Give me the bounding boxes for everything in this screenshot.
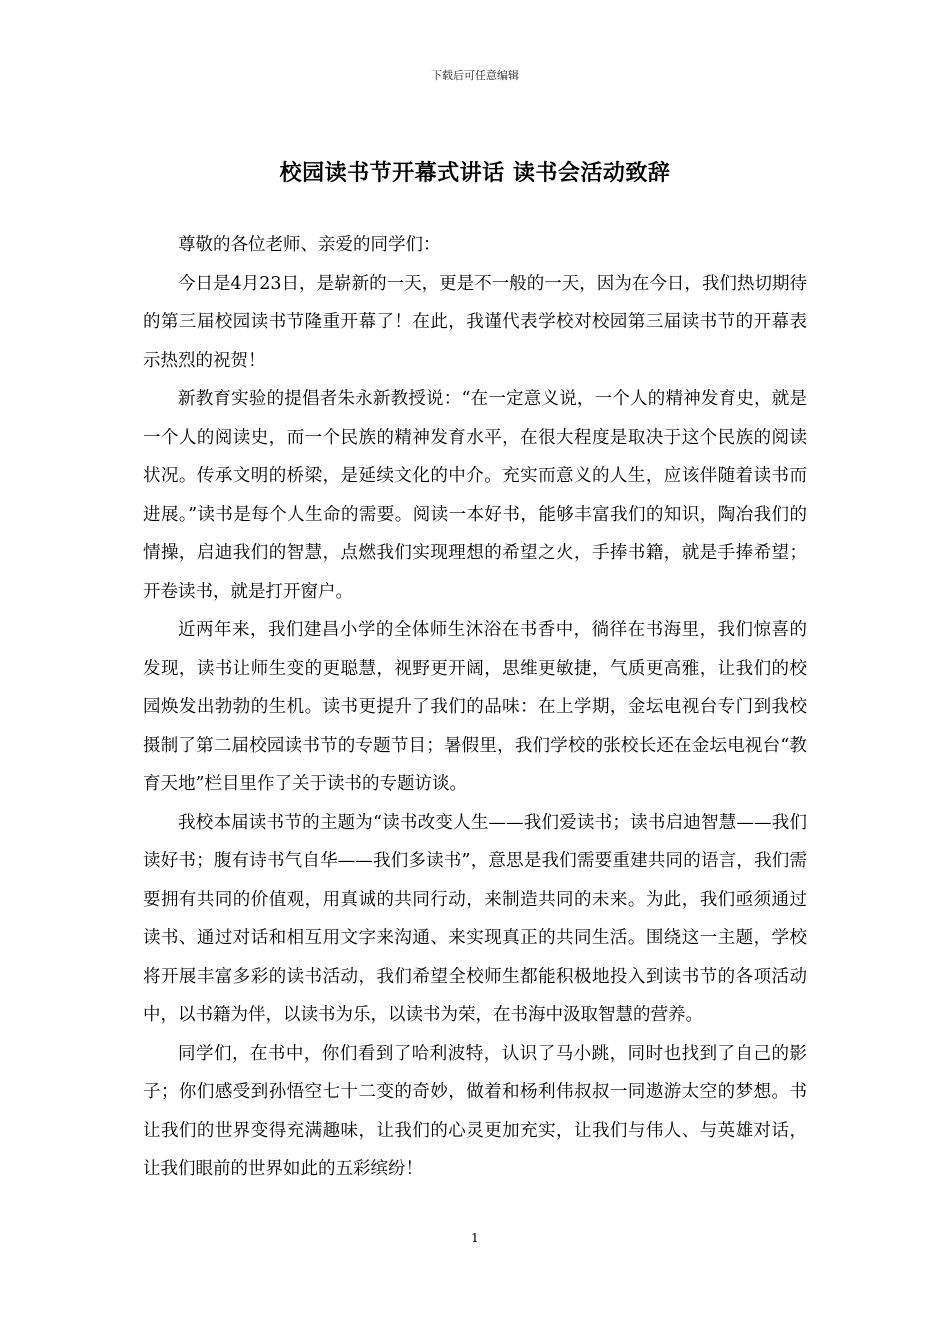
body-paragraph: 同学们，在书中，你们看到了哈利波特，认识了马小跳，同时也找到了自己的影子；你们感受到孙悟空七十二变的奇妙，做着和杨利伟叔叔一同遨游太空的梦想。书让我们的世界变得充满趣味，让我们的心灵更加充实，让我们与伟人、与英雄对话，让我们眼前的世界如此的五彩缤纷！ — [143, 1043, 807, 1179]
page-number: 1 — [471, 1231, 479, 1245]
document-body — [143, 226, 807, 1189]
salutation-paragraph: 尊敬的各位老师、亲爱的同学们： — [178, 235, 441, 255]
body-paragraph: 近两年来，我们建昌小学的全体师生沐浴在书香中，徜徉在书海里，我们惊喜的发现，读书让师生变的更聪慧，视野更开阔，思维更敏捷，气质更高雅，让我们的校园焕发出勃勃的生机。读书更提升了我们的品味：在上学期，金坛电视台专门到我校摄制了第二届校园读书节的专题节目；暑假里，我们学校的张校长还在金坛电视台“教育天地”栏目里作了关于读书的专题访谈。 — [143, 620, 807, 794]
document-title: 校园读书节开幕式讲话 读书会活动致辞 — [279, 160, 671, 186]
body-paragraph: 新教育实验的提倡者朱永新教授说：“在一定意义说，一个人的精神发育史，就是一个人的阅读史，而一个民族的精神发育水平，在很大程度是取决于这个民族的阅读状况。传承文明的桥梁，是延续文化的中介。充实而意义的人生，应该伴随着读书而进展。”读书是每个人生命的需要。阅读一本好书，能够丰富我们的知识，陶冶我们的情操，启迪我们的智慧，点燃我们实现理想的希望之火，手捧书籍，就是手捧希望；开卷读书，就是打开窗户。 — [143, 389, 807, 602]
body-paragraph: 我校本届读书节的主题为“读书改变人生——我们爱读书；读书启迪智慧——我们读好书；腹有诗书气自华——我们多读书”，意思是我们需要重建共同的语言，我们需要拥有共同的价值观，用真诚的共同行动，来制造共同的未来。为此，我们亟须通过读书、通过对话和相互用文字来沟通、来实现真正的共同生活。围绕这一主题，学校将开展丰富多彩的读书活动，我们希望全校师生都能积极地投入到读书节的各项活动中，以书籍为伴，以读书为乐，以读书为荣，在书海中汲取智慧的营养。 — [143, 812, 807, 1025]
body-paragraph: 今日是4月23日，是崭新的一天，更是不一般的一天，因为在今日，我们热切期待的第三届校园读书节隆重开幕了！在此，我谨代表学校对校园第三届读书节的开幕表示热烈的祝贺！ — [143, 273, 807, 371]
header-note: 下载后可任意编辑 — [431, 69, 519, 82]
